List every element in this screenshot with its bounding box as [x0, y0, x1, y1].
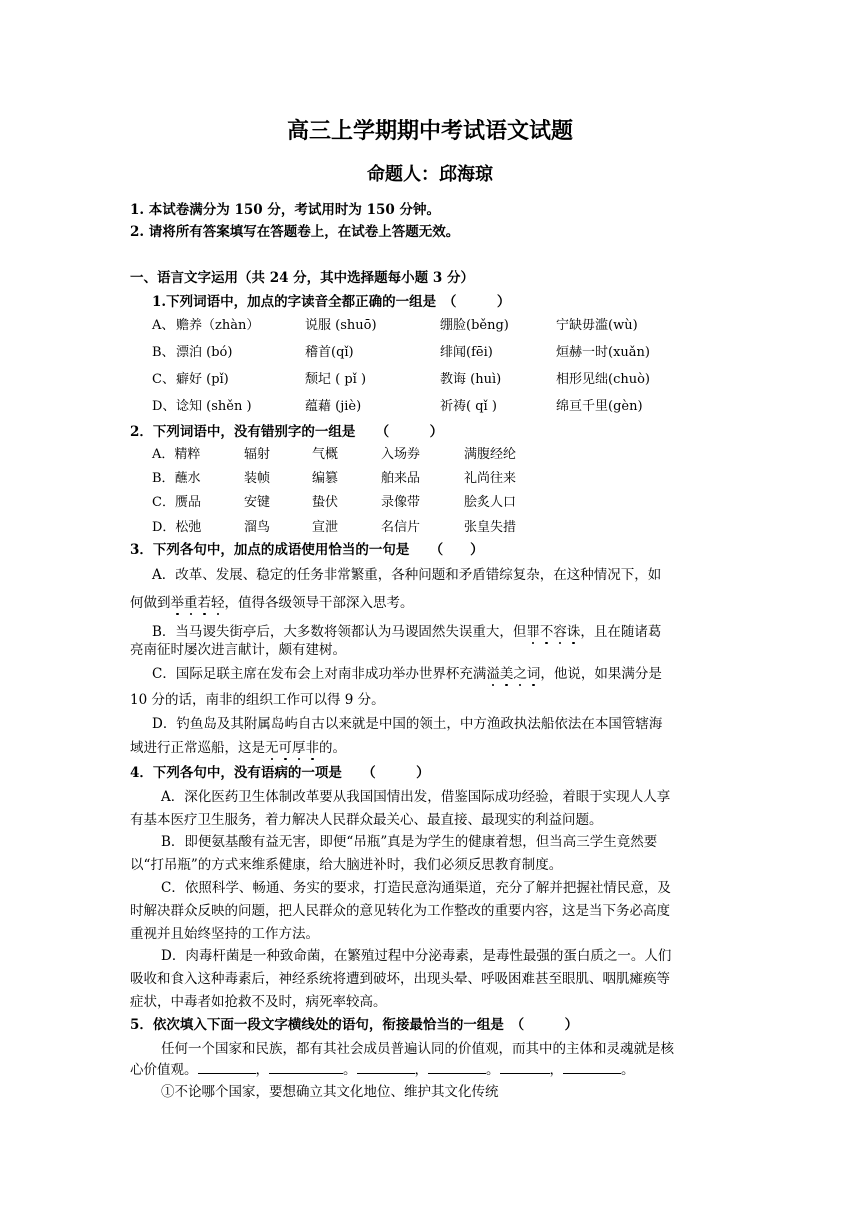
q1-row-b [152, 341, 175, 360]
q2-stem: 2．下列词语中，没有错别字的一组是 （ ） [130, 424, 444, 440]
q1-cell: 绵亘千里(gèn) [556, 399, 643, 414]
emphasis-char: 溢 [486, 666, 500, 682]
q1-cell: 相形见绌(chuò) [556, 372, 650, 387]
q2-cell: C．赝品 [152, 495, 201, 510]
emphasis-char: 可 [278, 740, 292, 756]
q3-text: ，他说，如果满分是 [540, 666, 662, 682]
q3-option-c-line1 [152, 662, 662, 682]
q4-line: 有基本医疗卫生服务，着力解决人民群众最关心、最直接、最现实的利益问题。 [130, 812, 603, 828]
answer-blank-1[interactable] [198, 1061, 256, 1074]
q3-text: 的。 [319, 740, 346, 756]
q4-line: B．即便氨基酸有益无害，即便“吊瓶”真是为学生的健康着想，但当高三学生竟然要 [161, 834, 658, 850]
q3-text: ，值得各级领导干部深入思考。 [224, 595, 414, 611]
emphasis-char: 非 [305, 740, 319, 756]
q3-text: C．国际足联主席在发布会上对南非成功举办世界杯充满 [152, 666, 487, 682]
answer-blank-5[interactable] [500, 1061, 550, 1074]
q5-passage-line1: 任何一个国家和民族，都有其社会成员普遍认同的价值观，而其中的主体和灵魂就是核 [161, 1041, 674, 1057]
q1-row-label: A、 [152, 318, 175, 333]
emphasis-char: 若 [197, 595, 211, 611]
emphasis-char: 诛 [566, 624, 581, 640]
q1-cell: 漂泊 (bó) [176, 345, 233, 360]
answer-blank-3[interactable] [357, 1061, 415, 1074]
q2-cell: 舶来品 [381, 471, 421, 486]
q2-cell: 入场券 [381, 447, 421, 462]
q4-line: 以“打吊瓶”的方式来维系健康，给大脑进补时，我们必须反思教育制度。 [130, 857, 563, 873]
q3-dotted-idiom [486, 666, 540, 682]
q4-line: D．肉毒杆菌是一种致命菌，在繁殖过程中分泌毒素，是毒性最强的蛋白质之一。人们 [161, 948, 672, 964]
q1-cell: 宁缺毋滥(wù) [556, 318, 638, 333]
q1-cell: 谂知 (shěn ) [176, 399, 252, 414]
q3-option-d-line2 [130, 736, 346, 756]
q1-row-label: B、 [152, 345, 175, 360]
q1-cell: 绷脸(běng) [440, 318, 509, 333]
q5-sep: ， [549, 1062, 563, 1078]
q3-text: B．当马谡失街亭后，大多数将领都认为马谡固然失误重大，但 [152, 624, 527, 640]
emphasis-char: 不 [539, 624, 554, 640]
q2-cell: 脍炙人口 [464, 495, 517, 510]
emphasis-char: 无 [265, 740, 279, 756]
q3-option-a-line1: A．改革、发展、稳定的任务非常繁重，各种问题和矛盾错综复杂，在这种情况下，如 [152, 567, 662, 583]
q3-dotted-idiom [526, 624, 580, 640]
note-1: 1. 本试卷满分为 150 分，考试用时为 150 分钟。 [130, 202, 440, 218]
q1-cell: 祈祷( qǐ ) [440, 399, 497, 414]
q1-row-a [152, 314, 174, 333]
q1-cell: 稽首(qǐ) [305, 345, 354, 360]
q4-line: 重视并且始终坚持的工作方法。 [130, 926, 319, 942]
q1-cell: 癖好 (pǐ) [176, 372, 229, 387]
q3-dotted-idiom [265, 740, 319, 756]
section-heading: 一、语言文字运用（共 24 分，其中选择题每小题 3 分） [130, 270, 474, 286]
q1-row-label: C、 [152, 372, 175, 387]
q3-option-b-line1 [152, 620, 661, 640]
answer-blank-6[interactable] [563, 1061, 621, 1074]
q2-cell: 满腹经纶 [464, 447, 517, 462]
q5-option-1: ①不论哪个国家，要想确立其文化地位、维护其文化传统 [161, 1084, 499, 1100]
q1-cell: 教诲 (huì) [440, 372, 502, 387]
q5-sep: ， [255, 1062, 269, 1078]
q2-cell: 蛰伏 [312, 495, 339, 510]
q5-sep: 。 [343, 1062, 357, 1078]
q3-text: ，且在随诸葛 [580, 624, 662, 640]
q2-cell: 气概 [312, 447, 339, 462]
emphasis-char: 罪 [526, 624, 540, 640]
q5-passage-line2 [130, 1058, 635, 1078]
answer-blank-4[interactable] [428, 1061, 486, 1074]
q4-line: C．依照科学、畅通、务实的要求，打造民意沟通渠道，充分了解并把握社情民意，及 [161, 880, 671, 896]
emphasis-char: 之 [513, 666, 527, 682]
q4-line: A．深化医药卫生体制改革要从我国国情出发，借鉴国际成功经验，着眼于实现人人享 [161, 789, 671, 805]
q2-cell: 装帧 [244, 471, 271, 486]
q2-cell: 张皇失措 [464, 520, 517, 535]
q2-cell: 编篡 [312, 471, 339, 486]
q3-text: 何做到 [130, 595, 171, 611]
q3-option-d-line1: D．钓鱼岛及其附属岛屿自古以来就是中国的领土，中方渔政执法船依法在本国管辖海 [152, 716, 663, 732]
q2-cell: B．蘸水 [152, 471, 201, 486]
emphasis-char: 容 [553, 624, 567, 640]
q2-cell: 宣泄 [312, 520, 339, 535]
emphasis-char: 举 [170, 595, 184, 611]
q2-cell: 溜鸟 [244, 520, 271, 535]
emphasis-char: 厚 [292, 740, 306, 756]
q2-cell: 录像带 [381, 495, 421, 510]
q1-cell: 烜赫一时(xuǎn) [556, 345, 650, 360]
q1-row-label: D、 [152, 399, 176, 414]
q3-text: 域进行正常巡船，这是 [130, 740, 265, 756]
q1-cell: 说服 (shuō) [305, 318, 377, 333]
q3-dotted-idiom [171, 595, 225, 611]
q1-row-d [152, 395, 175, 414]
q5-text: 心价值观。 [130, 1062, 198, 1078]
q1-cell: 赡养（zhàn） [176, 318, 260, 333]
q2-cell: 辐射 [244, 447, 271, 462]
answer-blank-2[interactable] [269, 1061, 343, 1074]
author-line: 命题人：邱海琼 [367, 164, 493, 185]
q4-stem: 4．下列各句中，没有语病的一项是 （ ） [130, 765, 430, 781]
emphasis-char: 重 [184, 595, 198, 611]
q5-sep: ， [414, 1062, 428, 1078]
q3-stem: 3．下列各句中，加点的成语使用恰当的一句是 （ ） [130, 542, 484, 558]
emphasis-char: 轻 [211, 595, 225, 611]
q2-cell: 名信片 [381, 520, 421, 535]
q3-option-b-line2: 亮南征时屡次进言献计，颇有建树。 [130, 642, 346, 658]
emphasis-char: 美 [499, 666, 514, 682]
q2-cell: D．松弛 [152, 520, 202, 535]
q3-option-a-line2 [130, 591, 414, 611]
q2-cell: 礼尚往来 [464, 471, 517, 486]
page-title: 高三上学期期中考试语文试题 [286, 118, 573, 144]
q4-line: 吸收和食入这种毒素后，神经系统将遭到破坏，出现头晕、呼吸困难甚至眼肌、咽肌瘫痪等 [130, 971, 670, 987]
q1-cell: 蕴藉 (jiè) [305, 399, 362, 414]
q2-cell: 安键 [244, 495, 271, 510]
q3-option-c-line2: 10 分的话，南非的组织工作可以得 9 分。 [130, 692, 385, 708]
q4-line: 症状，中毒者如抢救不及时，病死率较高。 [130, 994, 387, 1010]
q5-sep: 。 [621, 1062, 635, 1078]
q5-stem: 5．依次填入下面一段文字横线处的语句，衔接最恰当的一组是 （ ） [130, 1017, 579, 1033]
q1-row-c [152, 368, 175, 387]
q5-sep: 。 [486, 1062, 500, 1078]
emphasis-char: 词 [526, 666, 541, 682]
q1-stem: 1.下列词语中，加点的字读音全都正确的一组是 （ ） [152, 294, 511, 310]
q2-cell: A．精粹 [152, 447, 201, 462]
q1-cell: 绯闻(fēi) [440, 345, 493, 360]
note-2: 2. 请将所有答案填写在答题卷上，在试卷上答题无效。 [130, 224, 460, 240]
q1-cell: 颓圮 ( pǐ ) [305, 372, 367, 387]
q4-line: 时解决群众反映的问题，把人民群众的意见转化为工作整改的重要内容，这是当下务必高度 [130, 903, 670, 919]
